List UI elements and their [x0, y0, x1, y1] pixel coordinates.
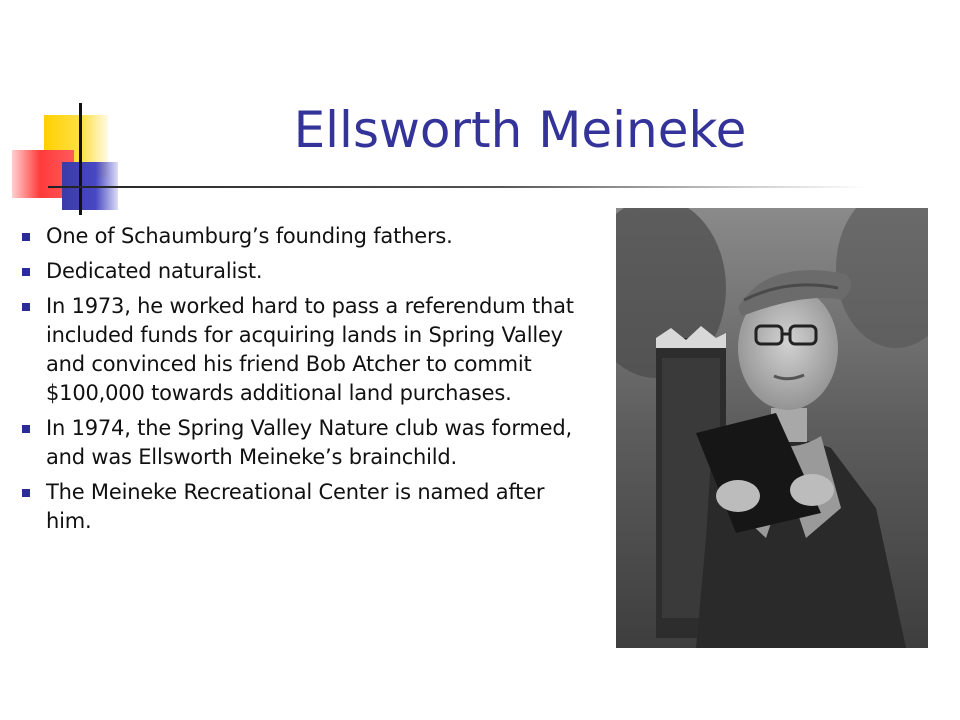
bullet-square-icon	[22, 303, 30, 311]
bullet-item	[6, 292, 596, 408]
bullet-text: One of Schaumburg’s founding fathers.	[46, 224, 453, 248]
portrait-photo	[616, 208, 928, 648]
vertical-rule	[79, 103, 82, 215]
bullet-item	[6, 414, 596, 472]
bullet-item	[6, 257, 596, 286]
bullet-item	[6, 478, 596, 536]
portrait-illustration	[616, 208, 928, 648]
bullet-text: Dedicated naturalist.	[46, 259, 263, 283]
bullet-square-icon	[22, 489, 30, 497]
bullet-item	[6, 222, 596, 251]
bullet-list	[6, 222, 596, 542]
bullet-square-icon	[22, 268, 30, 276]
bullet-text: In 1973, he worked hard to pass a referendum that included funds for acquiring lands in Spring Valley and convinced his friend Bob Atcher to commit $100,000 towards additional land purchases.	[46, 294, 574, 405]
bullet-text: In 1974, the Spring Valley Nature club was formed, and was Ellsworth Meineke’s brainchild.	[46, 416, 572, 469]
bullet-square-icon	[22, 425, 30, 433]
bullet-text: The Meineke Recreational Center is named after him.	[46, 480, 545, 533]
title-underline	[48, 186, 868, 188]
slide-title: Ellsworth Meineke	[293, 101, 747, 159]
bullet-square-icon	[22, 233, 30, 241]
